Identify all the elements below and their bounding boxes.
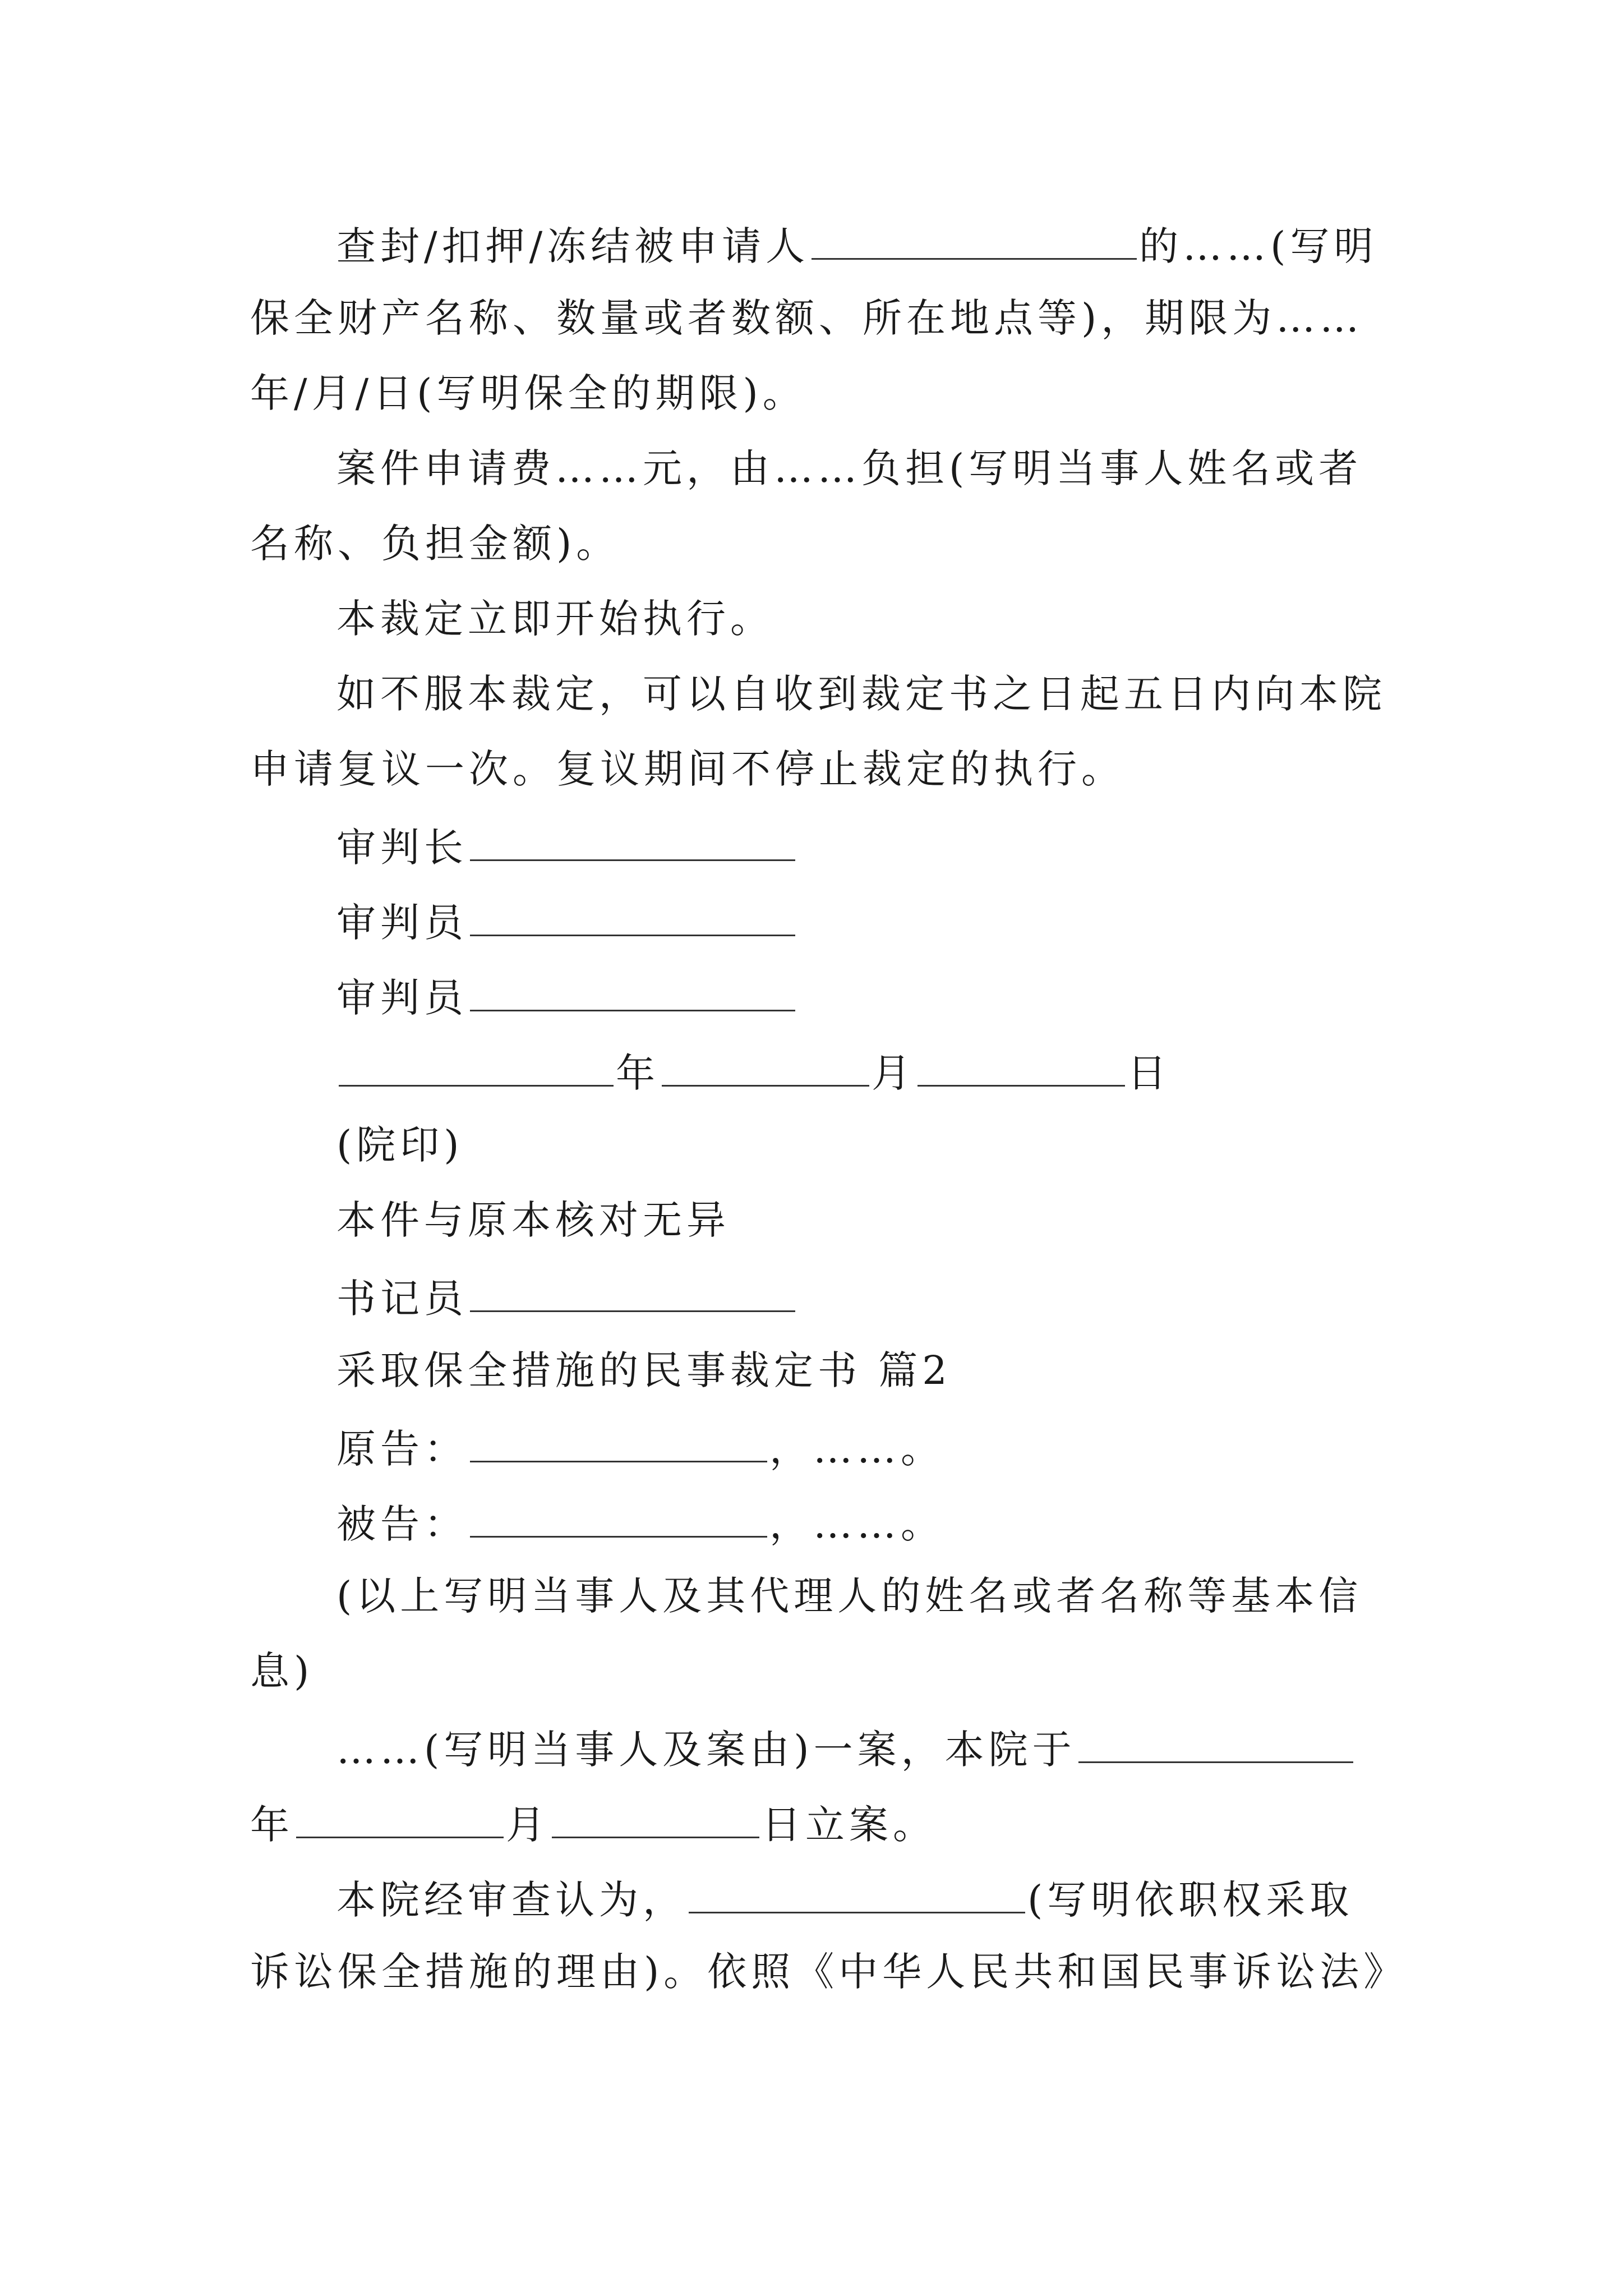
text-line [336, 1721, 1355, 1775]
text-segment: 原告： [336, 1426, 468, 1472]
text-line [336, 218, 1377, 272]
text-segment: 年 [250, 1802, 294, 1848]
text-segment: 本院经审查认为， [336, 1877, 686, 1923]
text-line [250, 1796, 937, 1850]
text-segment: 年 [616, 1050, 660, 1096]
text-line: 案件申请费……元，由……负担(写明当事人姓名或者 [336, 445, 1363, 491]
fill-blank [917, 1045, 1125, 1087]
text-line: 名称、负担金额)。 [250, 521, 620, 567]
text-segment: ，……。 [769, 1501, 944, 1547]
text-line: 年/月/日(写明保全的期限)。 [250, 370, 806, 416]
text-segment: 月 [872, 1050, 915, 1096]
fill-blank [1078, 1721, 1353, 1763]
text-line: 申请复议一次。复议期间不停止裁定的执行。 [250, 746, 1125, 792]
text-segment: ，……。 [769, 1426, 944, 1472]
fill-blank [470, 1420, 767, 1462]
defendant-line [336, 1496, 944, 1549]
text-segment: 查封/扣押/冻结被申请人 [336, 223, 810, 269]
fill-blank [689, 1871, 1025, 1913]
section-heading: 采取保全措施的民事裁定书 篇2 [336, 1347, 952, 1393]
text-line: 如不服本裁定，可以自收到裁定书之日起五日内向本院 [336, 671, 1386, 717]
text-line: 诉讼保全措施的理由)。依照《中华人民共和国民事诉讼法》 [250, 1949, 1408, 1995]
fill-blank [470, 1270, 795, 1312]
text-segment: 书记员 [336, 1276, 468, 1322]
date-line [336, 1045, 1171, 1098]
text-line: (院印) [336, 1122, 464, 1168]
signature-line-judge [336, 894, 797, 948]
fill-blank [470, 819, 795, 861]
text-line: 息) [250, 1648, 314, 1694]
fill-blank [662, 1045, 869, 1087]
text-segment: 审判员 [336, 900, 468, 946]
fill-blank [470, 969, 795, 1011]
fill-blank [339, 1045, 614, 1087]
fill-blank [296, 1796, 504, 1838]
text-segment: ……(写明当事人及案由)一案，本院于 [336, 1727, 1076, 1773]
text-line: 本裁定立即开始执行。 [336, 596, 774, 642]
signature-line-judge [336, 969, 797, 1023]
text-segment: 日立案。 [762, 1802, 937, 1848]
text-segment: 审判长 [336, 825, 468, 871]
signature-line-clerk [336, 1270, 797, 1324]
text-line [336, 1871, 1353, 1925]
plaintiff-line [336, 1420, 944, 1474]
fill-blank [552, 1796, 759, 1838]
text-segment: 被告： [336, 1501, 468, 1547]
text-segment: (写明依职权采取 [1027, 1877, 1354, 1923]
text-segment: 审判员 [336, 975, 468, 1021]
text-line: 保全财产名称、数量或者数额、所在地点等)，期限为…… [250, 295, 1364, 341]
signature-line-presiding-judge [336, 819, 797, 873]
fill-blank [470, 894, 795, 936]
fill-blank [811, 218, 1137, 260]
text-line: (以上写明当事人及其代理人的姓名或者名称等基本信 [336, 1573, 1363, 1619]
text-segment: 日 [1127, 1050, 1171, 1096]
text-segment: 的……(写明 [1139, 223, 1378, 269]
text-line: 本件与原本核对无异 [336, 1197, 730, 1243]
text-segment: 月 [506, 1802, 550, 1848]
fill-blank [470, 1496, 767, 1538]
